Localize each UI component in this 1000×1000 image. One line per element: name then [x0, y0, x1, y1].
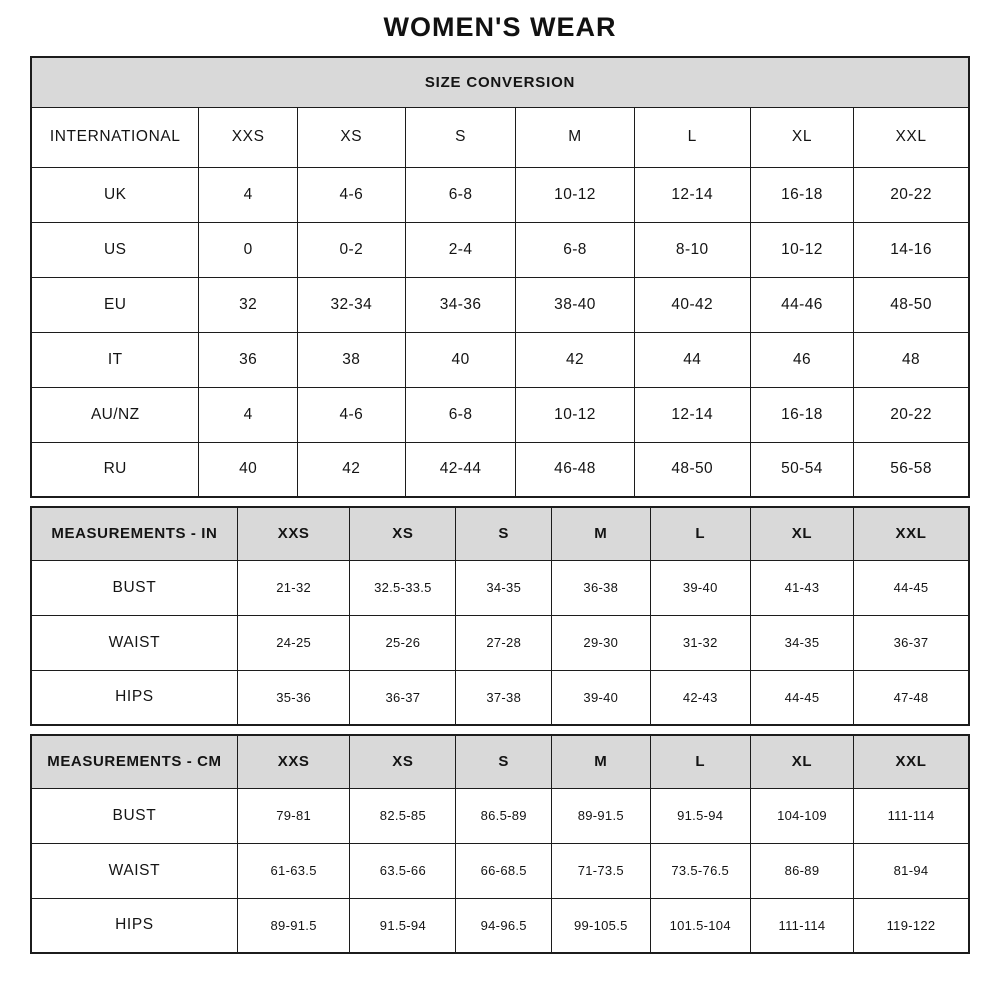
size-conversion-au-nz-xxs-value: 4 — [199, 387, 297, 442]
size-conversion-ru-xxl-value: 56-58 — [854, 442, 969, 497]
size-conversion-au-nz-xl-value: 16-18 — [750, 387, 853, 442]
size-conversion-eu-l-value: 40-42 — [634, 277, 750, 332]
row-label-uk: UK — [31, 167, 199, 222]
measurements-cm-header-row — [31, 735, 969, 788]
size-conversion-eu-xxs-value: 32 — [199, 277, 297, 332]
measurements-cm-row-bust — [31, 788, 969, 843]
measurements-cm-bust-m-value: 89-91.5 — [552, 788, 650, 843]
size-conversion-col-xxl: XXL — [854, 107, 969, 167]
size-conversion-ru-m-value: 46-48 — [516, 442, 634, 497]
size-conversion-banner-row — [31, 57, 969, 107]
row-label-hips: HIPS — [31, 898, 237, 953]
measurements-cm-col-xxs: XXS — [237, 735, 350, 788]
size-conversion-us-xs-value: 0-2 — [297, 222, 405, 277]
measurements-cm-bust-l-value: 91.5-94 — [650, 788, 750, 843]
measurements-cm-hips-m-value: 99-105.5 — [552, 898, 650, 953]
measurements-in-col-xs: XS — [350, 507, 456, 560]
size-conversion-it-xs-value: 38 — [297, 332, 405, 387]
size-conversion-col-international: INTERNATIONAL — [31, 107, 199, 167]
measurements-in-row-waist — [31, 615, 969, 670]
measurements-in-col-l: L — [650, 507, 750, 560]
measurements-in-col-xxl: XXL — [854, 507, 969, 560]
row-label-bust: BUST — [31, 560, 237, 615]
size-conversion-row-it — [31, 332, 969, 387]
measurements-in-col-xxs: XXS — [237, 507, 350, 560]
measurements-cm-col-m: M — [552, 735, 650, 788]
measurements-cm-hips-xxs-value: 89-91.5 — [237, 898, 350, 953]
size-conversion-col-s: S — [405, 107, 516, 167]
measurements-cm-bust-xl-value: 104-109 — [750, 788, 853, 843]
size-conversion-col-xs: XS — [297, 107, 405, 167]
measurements-in-col-xl: XL — [750, 507, 853, 560]
size-conversion-ru-xl-value: 50-54 — [750, 442, 853, 497]
size-conversion-eu-m-value: 38-40 — [516, 277, 634, 332]
size-conversion-us-l-value: 8-10 — [634, 222, 750, 277]
size-conversion-eu-xs-value: 32-34 — [297, 277, 405, 332]
measurements-cm-hips-xl-value: 111-114 — [750, 898, 853, 953]
row-label-ru: RU — [31, 442, 199, 497]
measurements-in-waist-xxl-value: 36-37 — [854, 615, 969, 670]
row-label-eu: EU — [31, 277, 199, 332]
measurements-cm-waist-l-value: 73.5-76.5 — [650, 843, 750, 898]
size-conversion-col-m: M — [516, 107, 634, 167]
size-conversion-it-s-value: 40 — [405, 332, 516, 387]
measurements-cm-col-measurements-cm: MEASUREMENTS - CM — [31, 735, 237, 788]
measurements-cm-row-hips — [31, 898, 969, 953]
row-label-bust: BUST — [31, 788, 237, 843]
size-conversion-row-uk — [31, 167, 969, 222]
measurements-cm-hips-xs-value: 91.5-94 — [350, 898, 456, 953]
measurements-cm-bust-s-value: 86.5-89 — [456, 788, 552, 843]
measurements-in-bust-xs-value: 32.5-33.5 — [350, 560, 456, 615]
measurements-in-waist-xl-value: 34-35 — [750, 615, 853, 670]
size-conversion-ru-xs-value: 42 — [297, 442, 405, 497]
size-conversion-uk-xxs-value: 4 — [199, 167, 297, 222]
measurements-in-bust-xxs-value: 21-32 — [237, 560, 350, 615]
measurements-in-col-measurements-in: MEASUREMENTS - IN — [31, 507, 237, 560]
measurements-cm-col-l: L — [650, 735, 750, 788]
measurements-in-waist-xxs-value: 24-25 — [237, 615, 350, 670]
size-conversion-uk-xs-value: 4-6 — [297, 167, 405, 222]
measurements-cm-col-xl: XL — [750, 735, 853, 788]
measurements-cm-waist-xxl-value: 81-94 — [854, 843, 969, 898]
size-conversion-it-xxl-value: 48 — [854, 332, 969, 387]
measurements-in-bust-m-value: 36-38 — [552, 560, 650, 615]
size-conversion-uk-s-value: 6-8 — [405, 167, 516, 222]
size-conversion-uk-xl-value: 16-18 — [750, 167, 853, 222]
measurements-cm-col-s: S — [456, 735, 552, 788]
measurements-in-waist-s-value: 27-28 — [456, 615, 552, 670]
measurements-in-col-m: M — [552, 507, 650, 560]
measurements-in-table — [30, 506, 970, 726]
size-conversion-uk-m-value: 10-12 — [516, 167, 634, 222]
measurements-cm-hips-xxl-value: 119-122 — [854, 898, 969, 953]
measurements-in-hips-xxs-value: 35-36 — [237, 670, 350, 725]
measurements-cm-table — [30, 734, 970, 954]
measurements-in-hips-xl-value: 44-45 — [750, 670, 853, 725]
measurements-in-hips-xs-value: 36-37 — [350, 670, 456, 725]
measurements-cm-hips-s-value: 94-96.5 — [456, 898, 552, 953]
row-label-it: IT — [31, 332, 199, 387]
tables-region — [30, 56, 970, 954]
measurements-cm-bust-xs-value: 82.5-85 — [350, 788, 456, 843]
size-conversion-row-eu — [31, 277, 969, 332]
size-conversion-col-l: L — [634, 107, 750, 167]
size-conversion-us-s-value: 2-4 — [405, 222, 516, 277]
size-conversion-col-xl: XL — [750, 107, 853, 167]
size-conversion-au-nz-s-value: 6-8 — [405, 387, 516, 442]
size-conversion-row-au-nz — [31, 387, 969, 442]
size-conversion-uk-l-value: 12-14 — [634, 167, 750, 222]
measurements-in-bust-xl-value: 41-43 — [750, 560, 853, 615]
size-conversion-col-xxs: XXS — [199, 107, 297, 167]
size-conversion-au-nz-xxl-value: 20-22 — [854, 387, 969, 442]
page-title: WOMEN'S WEAR — [383, 12, 617, 42]
row-label-us: US — [31, 222, 199, 277]
size-conversion-it-xl-value: 46 — [750, 332, 853, 387]
row-label-au-nz: AU/NZ — [31, 387, 199, 442]
size-conversion-uk-xxl-value: 20-22 — [854, 167, 969, 222]
size-conversion-au-nz-xs-value: 4-6 — [297, 387, 405, 442]
measurements-cm-waist-xl-value: 86-89 — [750, 843, 853, 898]
measurements-cm-waist-xs-value: 63.5-66 — [350, 843, 456, 898]
measurements-cm-waist-m-value: 71-73.5 — [552, 843, 650, 898]
measurements-in-hips-s-value: 37-38 — [456, 670, 552, 725]
measurements-in-hips-xxl-value: 47-48 — [854, 670, 969, 725]
measurements-in-row-hips — [31, 670, 969, 725]
size-conversion-ru-xxs-value: 40 — [199, 442, 297, 497]
size-conversion-banner: SIZE CONVERSION — [31, 57, 969, 107]
size-conversion-it-m-value: 42 — [516, 332, 634, 387]
size-conversion-eu-xxl-value: 48-50 — [854, 277, 969, 332]
size-conversion-au-nz-m-value: 10-12 — [516, 387, 634, 442]
measurements-cm-bust-xxs-value: 79-81 — [237, 788, 350, 843]
size-conversion-eu-xl-value: 44-46 — [750, 277, 853, 332]
row-label-waist: WAIST — [31, 843, 237, 898]
measurements-in-waist-m-value: 29-30 — [552, 615, 650, 670]
size-conversion-row-ru — [31, 442, 969, 497]
size-conversion-eu-s-value: 34-36 — [405, 277, 516, 332]
measurements-in-waist-xs-value: 25-26 — [350, 615, 456, 670]
size-conversion-us-m-value: 6-8 — [516, 222, 634, 277]
row-label-hips: HIPS — [31, 670, 237, 725]
measurements-in-waist-l-value: 31-32 — [650, 615, 750, 670]
row-label-waist: WAIST — [31, 615, 237, 670]
size-conversion-row-us — [31, 222, 969, 277]
measurements-in-bust-l-value: 39-40 — [650, 560, 750, 615]
measurements-in-row-bust — [31, 560, 969, 615]
size-conversion-ru-l-value: 48-50 — [634, 442, 750, 497]
size-conversion-us-xl-value: 10-12 — [750, 222, 853, 277]
measurements-cm-col-xxl: XXL — [854, 735, 969, 788]
measurements-in-header-row — [31, 507, 969, 560]
measurements-cm-bust-xxl-value: 111-114 — [854, 788, 969, 843]
measurements-cm-hips-l-value: 101.5-104 — [650, 898, 750, 953]
size-conversion-it-xxs-value: 36 — [199, 332, 297, 387]
size-conversion-it-l-value: 44 — [634, 332, 750, 387]
measurements-in-bust-xxl-value: 44-45 — [854, 560, 969, 615]
size-conversion-us-xxl-value: 14-16 — [854, 222, 969, 277]
measurements-cm-waist-s-value: 66-68.5 — [456, 843, 552, 898]
measurements-cm-col-xs: XS — [350, 735, 456, 788]
size-conversion-us-xxs-value: 0 — [199, 222, 297, 277]
size-conversion-ru-s-value: 42-44 — [405, 442, 516, 497]
measurements-in-hips-m-value: 39-40 — [552, 670, 650, 725]
measurements-in-bust-s-value: 34-35 — [456, 560, 552, 615]
measurements-cm-waist-xxs-value: 61-63.5 — [237, 843, 350, 898]
size-conversion-au-nz-l-value: 12-14 — [634, 387, 750, 442]
measurements-in-hips-l-value: 42-43 — [650, 670, 750, 725]
size-conversion-header-row — [31, 107, 969, 167]
measurements-cm-row-waist — [31, 843, 969, 898]
size-conversion-table — [30, 56, 970, 498]
measurements-in-col-s: S — [456, 507, 552, 560]
